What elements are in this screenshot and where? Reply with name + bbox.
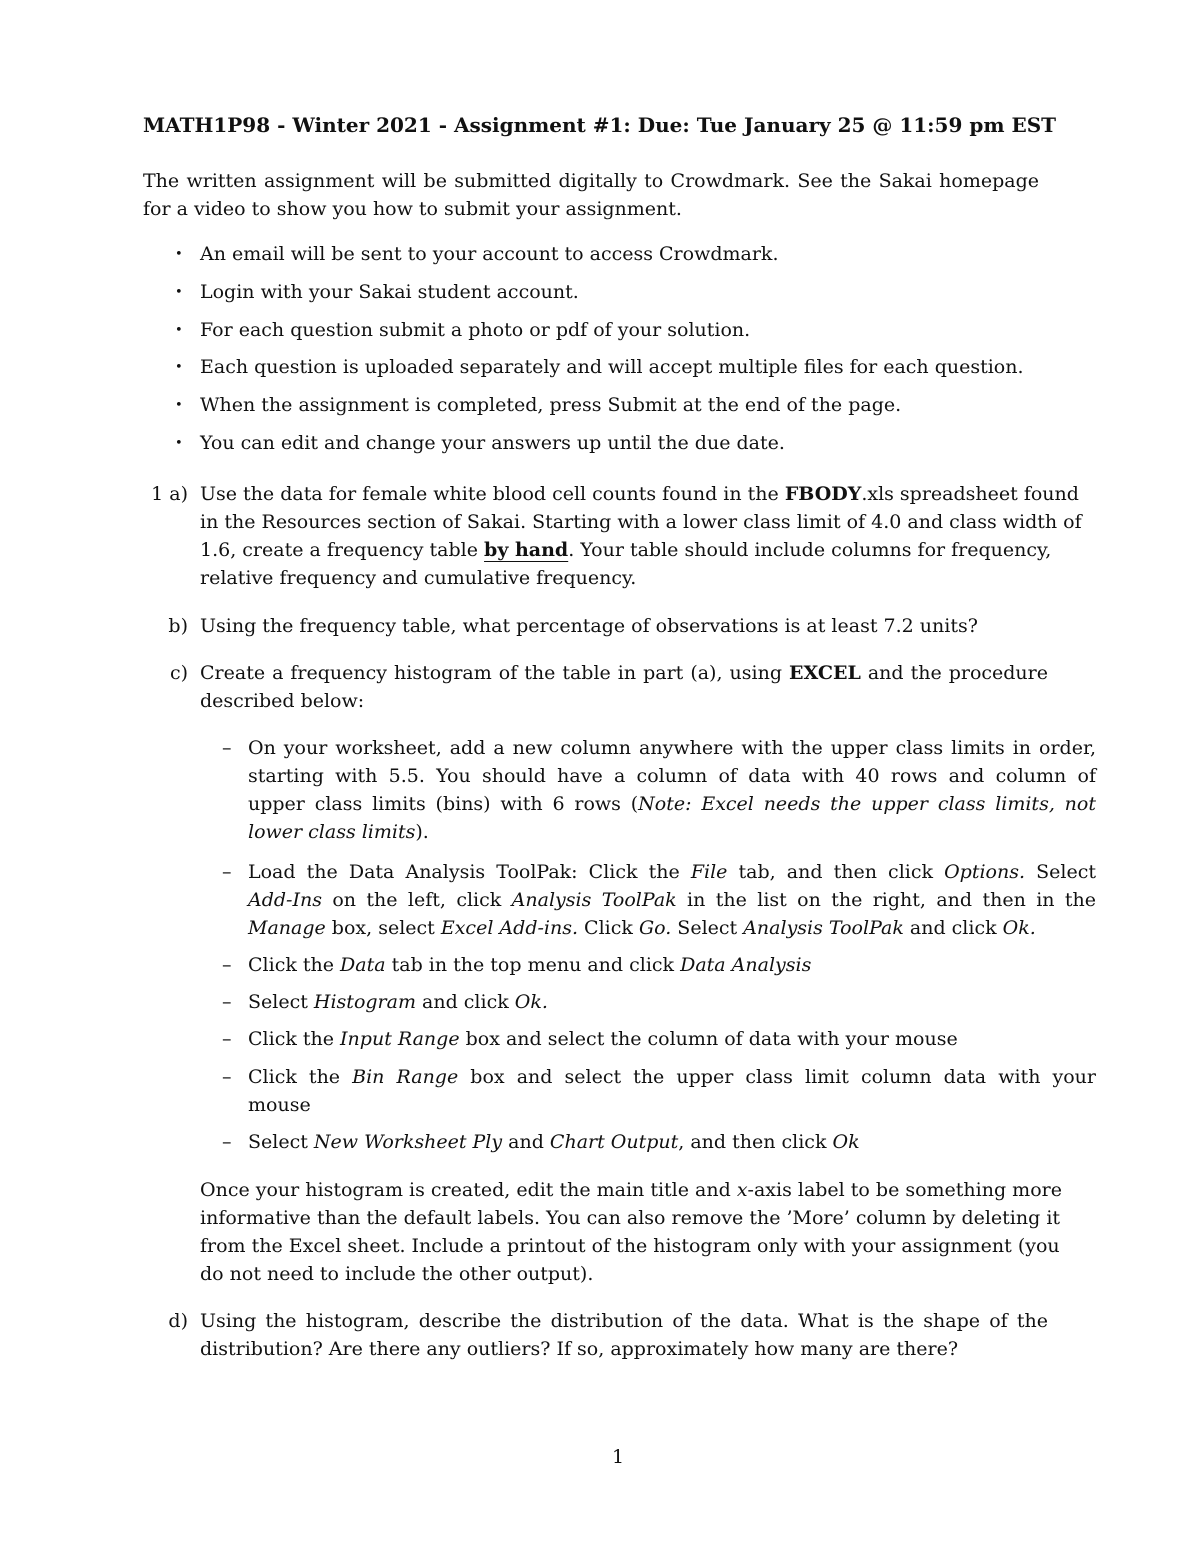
- bullet-icon: •: [175, 360, 183, 375]
- dash-icon: –: [222, 954, 232, 976]
- page-number: 1: [611, 1446, 625, 1468]
- bullet-icon: •: [175, 285, 183, 300]
- bullet-icon: •: [175, 398, 183, 413]
- step-1-line-4: lower class limits).: [248, 821, 429, 843]
- question-1a-line-1: Use the data for female white blood cell counts found in the FBODY.xls spreadsheet found: [200, 483, 1079, 505]
- bullet-item: An email will be sent to your account to access Crowdmark.: [200, 243, 779, 265]
- intro-line-1: The written assignment will be submitted digitally to Crowdmark. See the Sakai homepage: [143, 170, 1039, 192]
- bullet-icon: •: [175, 323, 183, 338]
- bullet-item: When the assignment is completed, press Submit at the end of the page.: [200, 394, 902, 416]
- question-label: 1 a): [151, 483, 188, 505]
- step-1-line-3: upper class limits (bins) with 6 rows (Note: Excel needs the upper class limits, not: [248, 793, 1096, 815]
- histogram-note-line-3: from the Excel sheet. Include a printout of the histogram only with your assignment (you: [200, 1235, 1060, 1257]
- question-1b-text: Using the frequency table, what percentage of observations is at least 7.2 units?: [200, 615, 978, 637]
- histogram-note-line-4: do not need to include the other output).: [200, 1263, 594, 1285]
- histogram-note-line-2: informative than the default labels. You can also remove the ’More’ column by deleting it: [200, 1207, 1061, 1229]
- histogram-note-line-1: Once your histogram is created, edit the main title and x-axis label to be something more: [200, 1179, 1062, 1201]
- question-1a-line-3: 1.6, create a frequency table by hand. Your table should include columns for frequency,: [200, 539, 1052, 561]
- bullet-icon: •: [175, 436, 183, 451]
- question-1c-line-2: described below:: [200, 690, 365, 712]
- question-1d-line-1: Using the histogram, describe the distribution of the data. What is the shape of the: [200, 1310, 1048, 1332]
- question-1a-line-4: relative frequency and cumulative frequency.: [200, 567, 637, 589]
- step-2-line-3: Manage box, select Excel Add-ins. Click Go. Select Analysis ToolPak and click Ok.: [248, 917, 1036, 939]
- dash-icon: –: [222, 1131, 232, 1153]
- bullet-item: For each question submit a photo or pdf of your solution.: [200, 319, 751, 341]
- question-1d-line-2: distribution? Are there any outliers? If so, approximately how many are there?: [200, 1338, 959, 1360]
- step-3: Click the Data tab in the top menu and click Data Analysis: [248, 954, 812, 976]
- step-2-line-1: Load the Data Analysis ToolPak: Click the File tab, and then click Options. Select: [248, 861, 1096, 883]
- dash-icon: –: [222, 737, 232, 759]
- dash-icon: –: [222, 991, 232, 1013]
- question-1a-line-2: in the Resources section of Sakai. Starting with a lower class limit of 4.0 and class width of: [200, 511, 1082, 533]
- step-1-line-1: On your worksheet, add a new column anywhere with the upper class limits in order,: [248, 737, 1096, 759]
- step-5: Click the Input Range box and select the column of data with your mouse: [248, 1028, 958, 1050]
- question-label: c): [169, 662, 188, 684]
- bullet-item: Each question is uploaded separately and will accept multiple files for each question.: [200, 356, 1024, 378]
- dash-icon: –: [222, 1028, 232, 1050]
- question-label: b): [168, 615, 188, 637]
- bullet-icon: •: [175, 247, 183, 262]
- dash-icon: –: [222, 1066, 232, 1088]
- dash-icon: –: [222, 861, 232, 883]
- question-1c-line-1: Create a frequency histogram of the table in part (a), using EXCEL and the procedure: [200, 662, 1048, 684]
- question-label: d): [168, 1310, 188, 1332]
- step-6-line-1: Click the Bin Range box and select the upper class limit column data with your: [248, 1066, 1097, 1088]
- step-4: Select Histogram and click Ok.: [248, 991, 548, 1013]
- step-7: Select New Worksheet Ply and Chart Output, and then click Ok: [248, 1131, 860, 1153]
- bullet-item: Login with your Sakai student account.: [200, 281, 579, 303]
- intro-line-2: for a video to show you how to submit your assignment.: [143, 198, 682, 220]
- step-2-line-2: Add-Ins on the left, click Analysis ToolPak in the list on the right, and then in the: [248, 889, 1097, 911]
- step-6-line-2: mouse: [248, 1094, 311, 1116]
- bullet-item: You can edit and change your answers up until the due date.: [200, 432, 785, 454]
- assignment-title: MATH1P98 - Winter 2021 - Assignment #1: Due: Tue January 25 @ 11:59 pm EST: [143, 113, 1057, 137]
- step-1-line-2: starting with 5.5. You should have a column of data with 40 rows and column of: [248, 765, 1096, 787]
